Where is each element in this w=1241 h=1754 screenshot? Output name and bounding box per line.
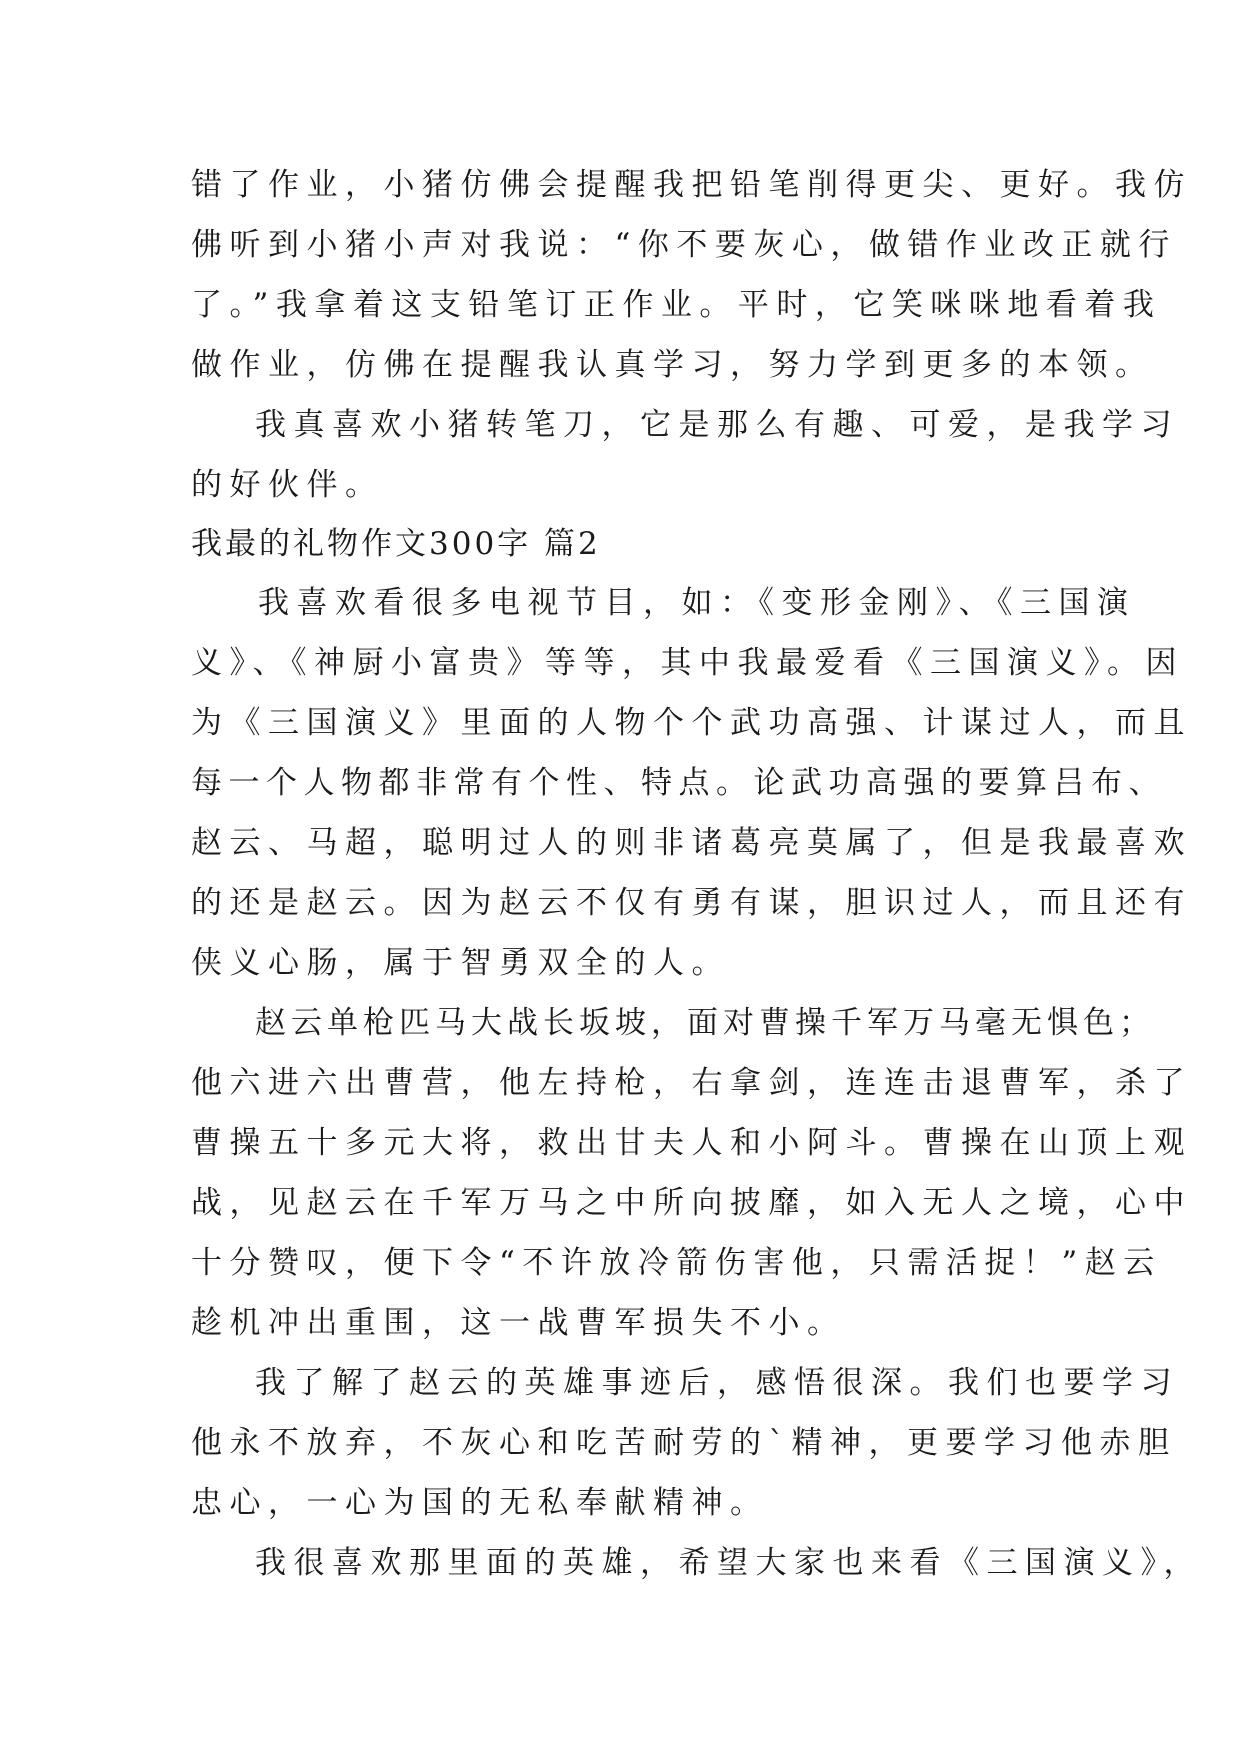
paragraph-line: 义》、《神厨小富贵》等等，其中我最爱看《三国演义》。因 — [191, 645, 1184, 681]
paragraph-line: 我真喜欢小猪转笔刀，它是那么有趣、可爱，是我学习 — [255, 407, 1179, 443]
paragraph-line: 的还是赵云。因为赵云不仅有勇有谋，胆识过人，而且还有 — [191, 885, 1192, 921]
paragraph-line: 趁机冲出重围，这一战曹军损失不小。 — [191, 1305, 846, 1341]
paragraph-line: 他六进六出曹营，他左持枪，右拿剑，连连击退曹军，杀了 — [191, 1065, 1192, 1101]
paragraph-line: 忠心，一心为国的无私奉献精神。 — [191, 1485, 769, 1521]
paragraph-line: 我很喜欢那里面的英雄，希望大家也来看《三国演义》， — [255, 1545, 1202, 1581]
paragraph-line: 他永不放弃，不灰心和吃苦耐劳的`精神，更要学习他赤胆 — [191, 1425, 1177, 1461]
paragraph-line: 赵云、马超，聪明过人的则非诸葛亮莫属了，但是我最喜欢 — [191, 825, 1192, 861]
paragraph-line: 每一个人物都非常有个性、特点。论武功高强的要算吕布、 — [191, 765, 1166, 801]
paragraph-line: 错了作业，小猪仿佛会提醒我把铅笔削得更尖、更好。我仿 — [191, 167, 1192, 203]
paragraph-line: 战，见赵云在千军万马之中所向披靡，如入无人之境，心中 — [191, 1185, 1192, 1221]
paragraph-line: 赵云单枪匹马大战长坂坡，面对曹操千军万马毫无惧色； — [255, 1005, 1155, 1041]
paragraph-line: 为《三国演义》里面的人物个个武功高强、计谋过人，而且 — [191, 705, 1192, 741]
paragraph-line: 的好伙伴。 — [191, 467, 384, 503]
paragraph-line: 我喜欢看很多电视节目，如：《变形金刚》、《三国演 — [258, 585, 1136, 621]
paragraph-line: 曹操五十多元大将，救出甘夫人和小阿斗。曹操在山顶上观 — [191, 1125, 1192, 1161]
paragraph-line: 我了解了赵云的英雄事迹后，感悟很深。我们也要学习 — [255, 1365, 1179, 1401]
paragraph-line: 侠义心肠，属于智勇双全的人。 — [191, 945, 730, 981]
paragraph-line: 了。”我拿着这支铅笔订正作业。平时，它笑咪咪地看着我 — [191, 287, 1162, 323]
paragraph-line: 佛听到小猪小声对我说：“你不要灰心，做错作业改正就行 — [191, 227, 1177, 263]
section-heading: 我最的礼物作文300字 篇2 — [191, 526, 601, 562]
paragraph-line: 做作业，仿佛在提醒我认真学习，努力学到更多的本领。 — [191, 347, 1154, 383]
paragraph-line: 十分赞叹，便下令“不许放冷箭伤害他，只需活捉！”赵云 — [191, 1245, 1162, 1281]
